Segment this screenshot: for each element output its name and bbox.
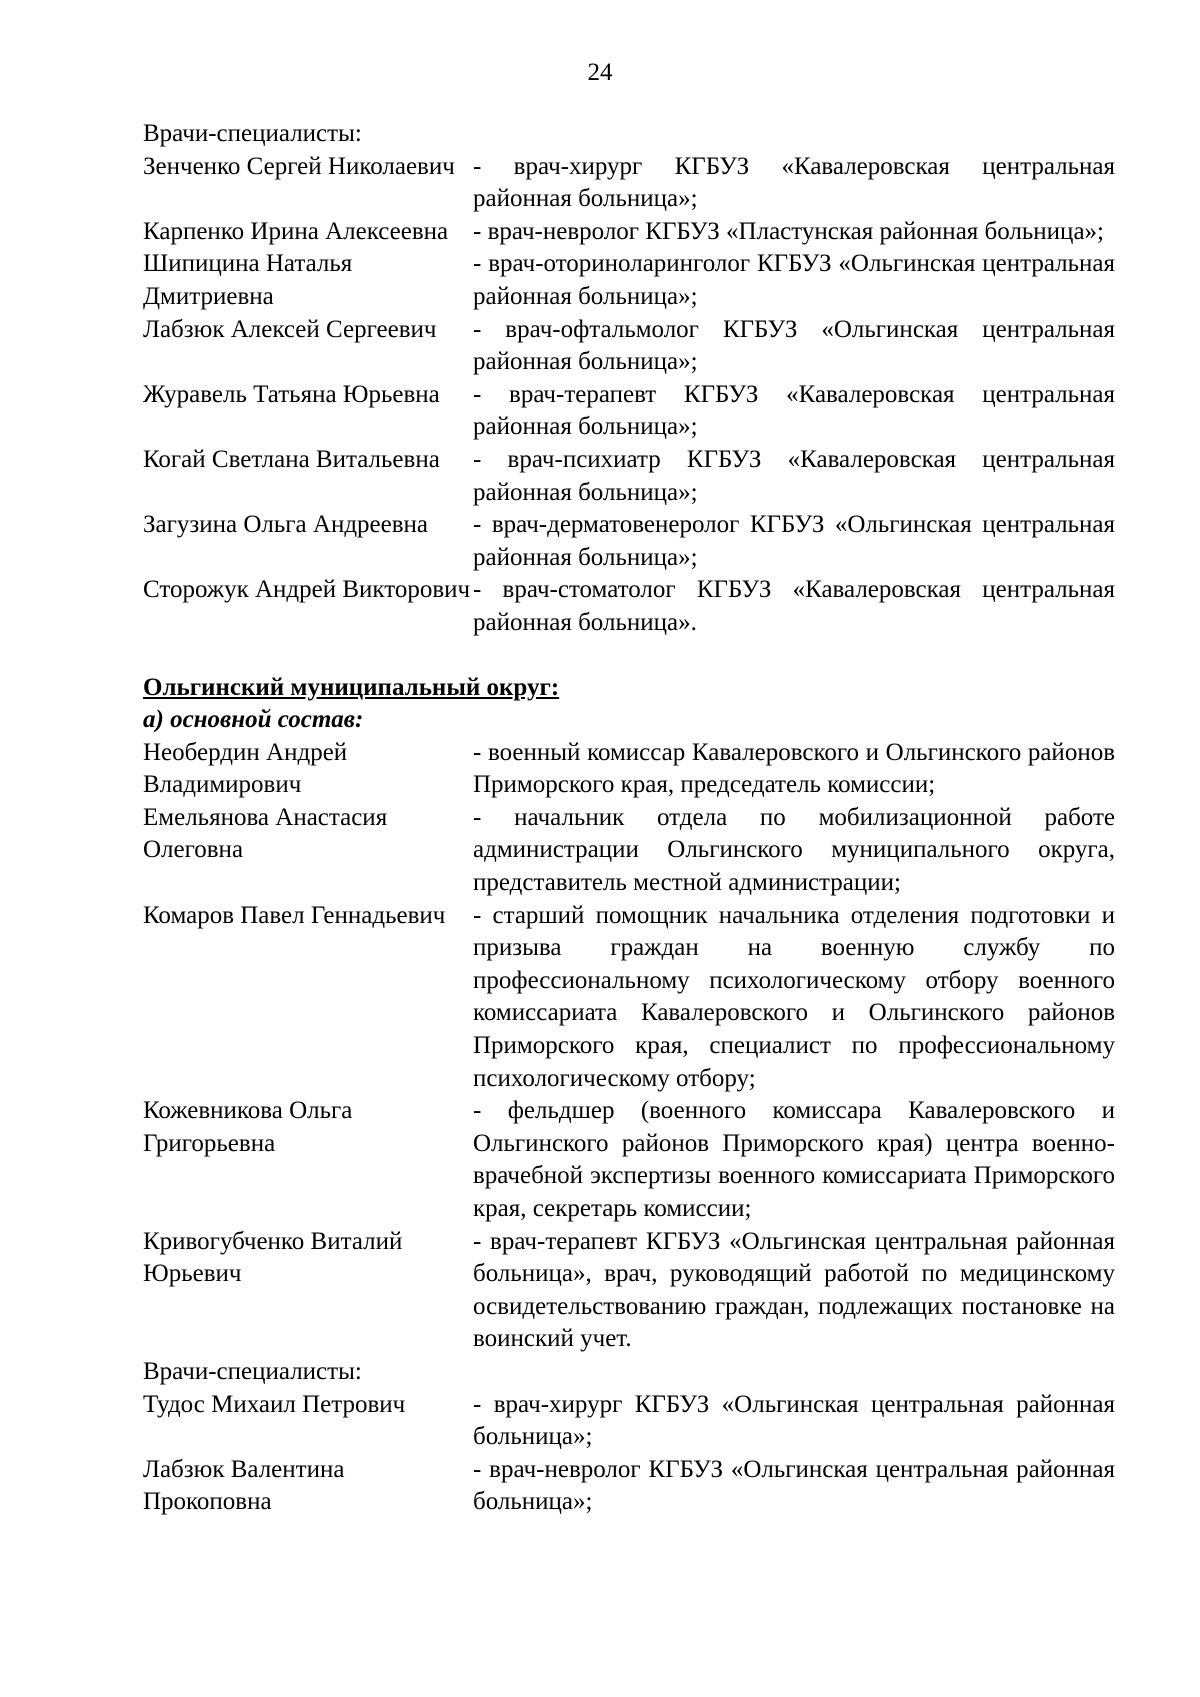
member-row: [143, 509, 1115, 574]
member-row: [143, 574, 1115, 639]
member-row: [143, 444, 1115, 509]
member-role: - врач-невролог КГБУЗ «Ольгинская центральная районная больница»;: [473, 1455, 1115, 1516]
member-role: - врач-оториноларинголог КГБУЗ «Ольгинская центральная районная больница»;: [473, 250, 1115, 310]
member-row: [143, 737, 1115, 802]
page-number: 24: [587, 59, 613, 86]
member-row: [143, 314, 1115, 379]
member-name: Журавель Татьяна Юрьевна: [143, 380, 440, 408]
member-row: [143, 802, 1115, 900]
member-row: [143, 151, 1115, 216]
member-name: Зенченко Сергей Николаевич: [143, 152, 455, 180]
specialists-label: Врачи-специалисты:: [143, 120, 362, 147]
member-role: - врач-офтальмолог КГБУЗ «Ольгинская центральная районная больница»;: [473, 315, 1115, 376]
member-name: Шипицина Наталья Дмитриевна: [143, 250, 353, 310]
member-name: Загузина Ольга Андреевна: [143, 511, 429, 539]
specialists-label: Врачи-специалисты:: [143, 1357, 362, 1385]
member-name: Комаров Павел Геннадьевич: [143, 901, 446, 929]
member-name: Кривогубченко Виталий Юрьевич: [143, 1227, 403, 1288]
member-name: Необердин Андрей Владимирович: [143, 738, 348, 799]
member-name: Тудос Михаил Петрович: [143, 1390, 406, 1418]
member-role: - фельдшер (военного комиссара Кавалеровского и Ольгинского районов Приморского края) центра военно-врачебной экспертизы военного комиссариата Приморского края, секретарь комиссии;: [473, 1097, 1115, 1222]
member-name: Карпенко Ирина Алексеевна: [143, 217, 449, 245]
document-body: [143, 118, 1115, 1519]
section-title: Ольгинский муниципальный округ:: [143, 673, 560, 701]
member-role: - врач-дерматовенеролог КГБУЗ «Ольгинская центральная районная больница»;: [473, 511, 1115, 571]
member-name: Емельянова Анастасия Олеговна: [143, 803, 388, 864]
member-role: - врач-психиатр КГБУЗ «Кавалеровская центральная районная больница»;: [473, 445, 1115, 506]
member-row: [143, 379, 1115, 444]
subsection-title: а) основной состав:: [143, 706, 364, 734]
member-name: Кожевникова Ольга Григорьевна: [143, 1097, 353, 1157]
section-header: [143, 672, 1115, 737]
member-row: [143, 1095, 1115, 1225]
member-name: Лабзюк Валентина Прокоповна: [143, 1455, 345, 1516]
member-row: [143, 1226, 1115, 1356]
member-role: - врач-терапевт КГБУЗ «Кавалеровская центральная районная больница»;: [473, 380, 1115, 441]
member-role: - врач-хирург КГБУЗ «Ольгинская центральная районная больница»;: [473, 1390, 1115, 1451]
member-role: - врач-стоматолог КГБУЗ «Кавалеровская центральная районная больница».: [473, 576, 1115, 636]
member-name: Лабзюк Алексей Сергеевич: [143, 315, 437, 343]
member-row: [143, 900, 1115, 1096]
member-row: [143, 1454, 1115, 1519]
member-row: [143, 248, 1115, 313]
member-role: - врач-терапевт КГБУЗ «Ольгинская центральная районная больница», врач, руководящий работой по медицинскому освидетельствованию граждан, подлежащих постановке на воинский учет.: [473, 1227, 1115, 1353]
member-role: - военный комиссар Кавалеровского и Ольгинского районов Приморского края, председатель комиссии;: [473, 738, 1115, 799]
member-role: - врач-хирург КГБУЗ «Кавалеровская центральная районная больница»;: [473, 152, 1115, 213]
member-row: [143, 1389, 1115, 1454]
member-role: - старший помощник начальника отделения подготовки и призыва граждан на военную службу по профессиональному психологическому отбору военного комиссариата Кавалеровского и Ольгинского районов Приморского края, специалист по профессиональному психологическому отбору;: [473, 901, 1115, 1092]
member-role: - начальник отдела по мобилизационной работе администрации Ольгинского муниципального округа, представитель местной администрации;: [473, 803, 1115, 897]
member-name: Когай Светлана Витальевна: [143, 445, 440, 473]
member-role: - врач-невролог КГБУЗ «Пластунская районная больница»;: [473, 217, 1104, 245]
member-name: Сторожук Андрей Викторович: [143, 576, 471, 604]
member-row: [143, 216, 1115, 249]
